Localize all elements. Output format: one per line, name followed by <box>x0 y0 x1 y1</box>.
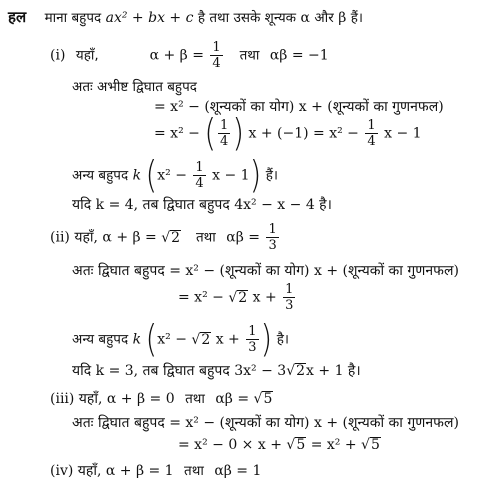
beta-symbol: β <box>338 10 347 26</box>
alpha-symbol: α <box>300 10 310 26</box>
part-3-line-2: = x² − 0 × x + √ 5 = x² + √ 5 <box>178 437 380 453</box>
sqrt-2: √ 2 <box>161 229 181 246</box>
part-1-given <box>50 40 329 71</box>
part-1-if: यदि k = 4, तब द्विघात बहुपद 4x² − x − 4 है। <box>72 197 332 213</box>
part-2-given: (ii) यहाँ, α + β = √ 2 तथा αβ = $\frac{1}{3}$ <box>50 222 277 253</box>
yahan-text: यहाँ, <box>75 47 99 64</box>
part-1-other: अन्य बहुपद k (x² − $\frac{1}{4}$ x − 1) हैं। <box>72 153 279 197</box>
intro-aur: और <box>314 10 334 26</box>
part-1-line-1: = x² − (शून्यकों का योग) x + (शून्यकों का गुणनफल) <box>154 99 444 115</box>
part-2-other: अन्य बहुपद k (x² − √ 2 x + $\frac{1}{3}$ ) है। <box>72 317 289 361</box>
intro-poly: ax² + bx + c <box>105 10 194 26</box>
part-2-if: यदि k = 3, तब द्विघात बहुपद 3x² − 3 √ 2 x + 1 है। <box>72 363 361 379</box>
part-3-given: (iii) यहाँ, α + β = 0 तथा αβ = √ 5 <box>50 391 273 407</box>
part-4-given: (iv) यहाँ, α + β = 1 तथा αβ = 1 <box>50 463 262 479</box>
sum-lhs: α + β = <box>149 47 204 64</box>
part-1-line-2: = x² − ( $\frac{1}{4}$ ) x + (−1) = x² − $\frac{1}{4}$ x − 1 <box>154 111 422 155</box>
l2-fraction-2: $\frac{1}{4}$ <box>367 118 376 149</box>
part-1-label: (i) <box>50 47 66 64</box>
intro-text-2: है तथा उसके शून्यक <box>197 10 297 26</box>
hal-label: हल <box>8 8 27 26</box>
sum-fraction: $\frac{1}{4}$ <box>212 40 221 71</box>
solution-intro <box>8 8 363 27</box>
prod-fraction: $\frac{1}{3}$ <box>268 222 277 253</box>
tatha-text: तथा <box>239 47 260 64</box>
part-2-line-2: = x² − √ 2 x + $\frac{1}{3}$ <box>178 282 294 313</box>
part-2-line-1: अतः द्विघात बहुपद = x² − (शून्यकों का योग) x + (शून्यकों का गुणनफल) <box>72 263 459 279</box>
part-1-atah: अतः अभीष्ट द्विघात बहुपद <box>72 79 197 95</box>
intro-hain: हैं। <box>350 10 364 26</box>
product-eq: αβ = −1 <box>269 47 329 64</box>
intro-text: माना बहुपद <box>44 10 102 26</box>
part-3-line-1: अतः द्विघात बहुपद = x² − (शून्यकों का योग) x + (शून्यकों का गुणनफल) <box>72 415 459 431</box>
other-fraction: $\frac{1}{4}$ <box>195 160 204 191</box>
l2-fraction: $\frac{1}{4}$ <box>220 118 229 149</box>
